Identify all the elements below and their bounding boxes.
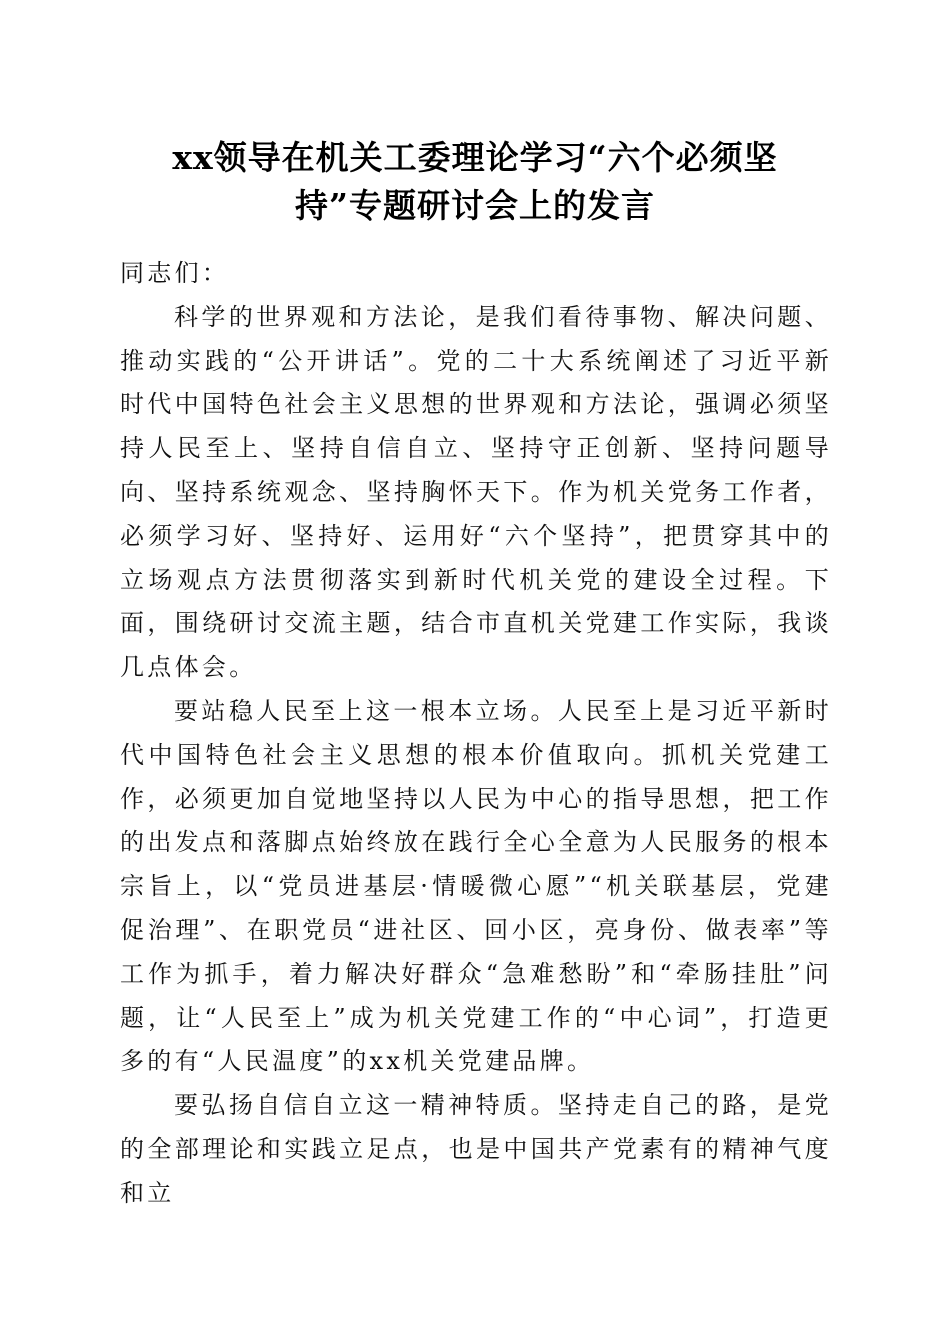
paragraph-2: 要站稳人民至上这一根本立场。人民至上是习近平新时代中国特色社会主义思想的根本价值取向。抓机关党建工作，必须更加自觉地坚持以人民为中心的指导思想，把工作的出发点和落脚点始终放在践行全心全意为人民服务的根本宗旨上，以“党员进基层·情暖微心愿”“机关联基层，党建促治理”、在职党员“进社区、回小区，亮身份、做表率”等工作为抓手，着力解决好群众“急难愁盼”和“牵肠挂肚”问题，让“人民至上”成为机关党建工作的“中心词”，打造更多的有“人民温度”的xx机关党建品牌。 [120,696,832,1076]
title-line-1: xx领导在机关工委理论学习“六个必须坚 [172,138,778,177]
title-line-2: 持”专题研讨会上的发言 [295,186,655,225]
document-title [120,134,830,230]
paragraph-3: 要弘扬自信自立这一精神特质。坚持走自己的路，是党的全部理论和实践立足点，也是中国共产党素有的精神气度和立 [120,1091,832,1207]
document-body [120,252,832,1216]
paragraph-1: 科学的世界观和方法论，是我们看待事物、解决问题、推动实践的“公开讲话”。党的二十大系统阐述了习近平新时代中国特色社会主义思想的世界观和方法论，强调必须坚持人民至上、坚持自信自立、坚持守正创新、坚持问题导向、坚持系统观念、坚持胸怀天下。作为机关党务工作者，必须学习好、坚持好、运用好“六个坚持”，把贯穿其中的立场观点方法贯彻落实到新时代机关党的建设全过程。下面，围绕研讨交流主题，结合市直机关党建工作实际，我谈几点体会。 [120,302,832,682]
salutation: 同志们： [120,259,230,287]
